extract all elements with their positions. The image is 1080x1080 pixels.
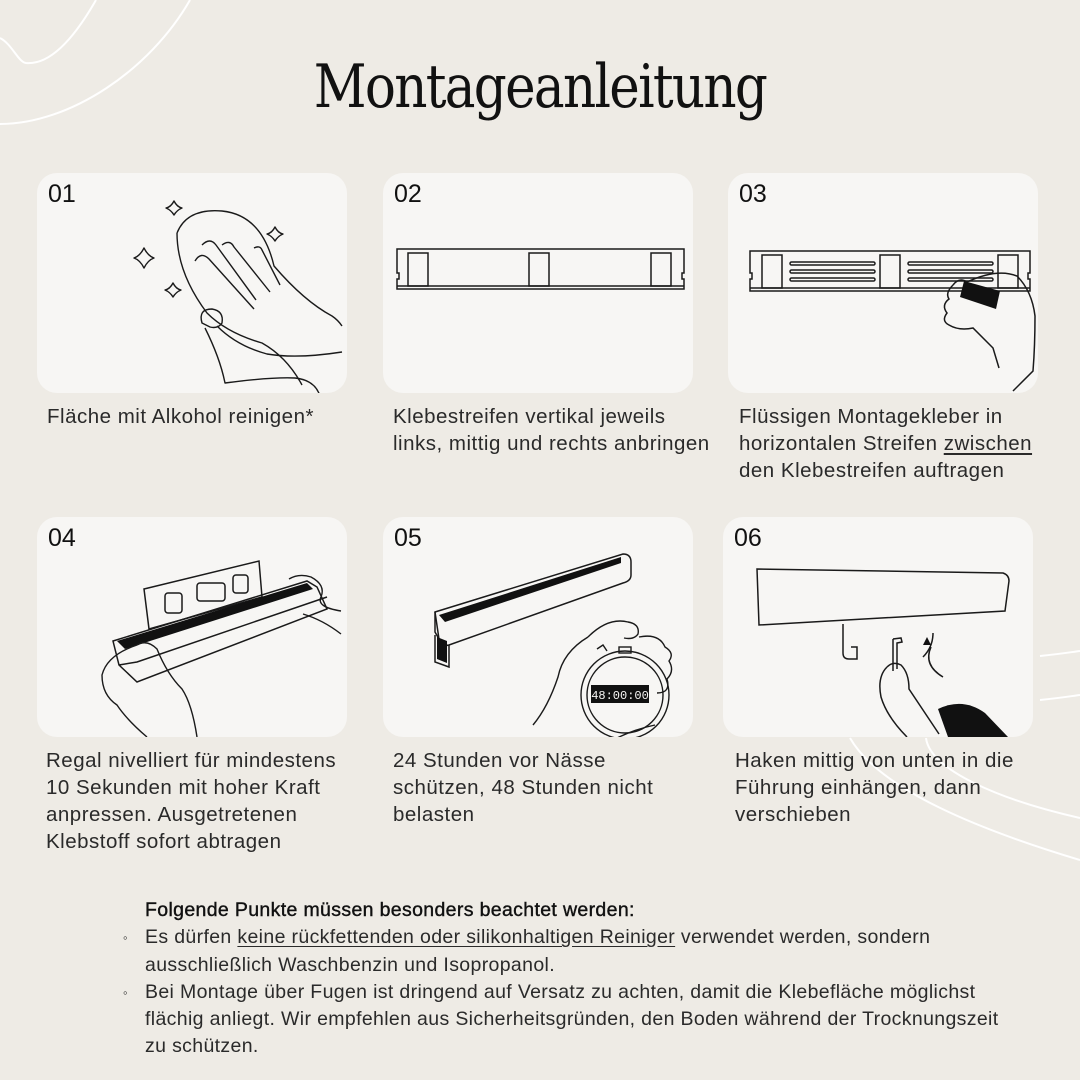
step-card-04 <box>37 517 347 737</box>
note-text: verwendet werden, sondern ausschließlich Waschbenzin und Isopropanol. <box>145 926 931 976</box>
step-caption-03 <box>739 403 1069 484</box>
step-number: 02 <box>394 180 422 208</box>
step-card-01 <box>37 173 347 393</box>
note-item <box>123 924 1010 979</box>
hand-applying-glue-icon <box>728 173 1038 393</box>
shelf-and-stopwatch-icon <box>383 517 693 737</box>
caption-text: 24 Stunden vor Nässe schützen, 48 Stunden nicht belasten <box>393 749 654 826</box>
important-notes <box>123 897 1010 1061</box>
step-caption-06 <box>735 747 1065 828</box>
step-card-03 <box>728 173 1038 393</box>
step-card-05 <box>383 517 693 737</box>
step-caption-05 <box>393 747 703 828</box>
note-item <box>123 979 1010 1061</box>
rail-with-strips-icon <box>383 173 693 393</box>
page-title: Montageanleitung <box>313 52 767 122</box>
caption-text: Flüssigen Montagekleber in horizontalen Streifen <box>739 405 1003 455</box>
step-caption-02 <box>393 403 713 457</box>
notes-heading: Folgende Punkte müssen besonders beachtet werden: <box>145 899 635 921</box>
caption-text: den Klebestreifen auftragen <box>739 459 1005 482</box>
stopwatch-display: 48:00:00 <box>591 689 649 703</box>
caption-text: Klebestreifen vertikal jeweils links, mittig und rechts anbringen <box>393 405 710 455</box>
step-caption-01 <box>47 403 357 430</box>
caption-text: Fläche mit Alkohol reinigen* <box>47 405 314 428</box>
step-number: 01 <box>48 180 76 208</box>
caption-text: Regal nivelliert für mindestens 10 Sekunden mit hoher Kraft anpressen. Ausgetretenen Klebstoff sofort abtragen <box>46 749 337 853</box>
note-text: Bei Montage über Fugen ist dringend auf Versatz zu achten, damit die Klebefläche möglichst flächig anliegt. Wir empfehlen aus Sicherheitsgründen, den Boden während der Trocknungszeit zu schützen. <box>145 980 999 1058</box>
step-number: 05 <box>394 524 422 552</box>
underlined-emphasis: keine rückfettenden oder silikonhaltigen Reiniger <box>237 926 676 949</box>
step-number: 04 <box>48 524 76 552</box>
step-caption-04 <box>46 747 366 855</box>
bullet-icon: ◦ <box>123 930 128 946</box>
step-card-06 <box>723 517 1033 737</box>
step-number: 06 <box>734 524 762 552</box>
hand-hanging-hook-icon <box>723 517 1033 737</box>
step-number: 03 <box>739 180 767 208</box>
bullet-icon: ◦ <box>123 984 128 1000</box>
note-text: Es dürfen <box>145 926 238 949</box>
underlined-emphasis: zwischen <box>943 432 1033 455</box>
caption-text: Haken mittig von unten in die Führung einhängen, dann verschieben <box>735 749 1014 826</box>
notes-list <box>123 924 1010 1060</box>
step-card-02 <box>383 173 693 393</box>
hand-wiping-icon <box>37 173 347 393</box>
hands-pressing-shelf-level-icon <box>37 517 347 737</box>
